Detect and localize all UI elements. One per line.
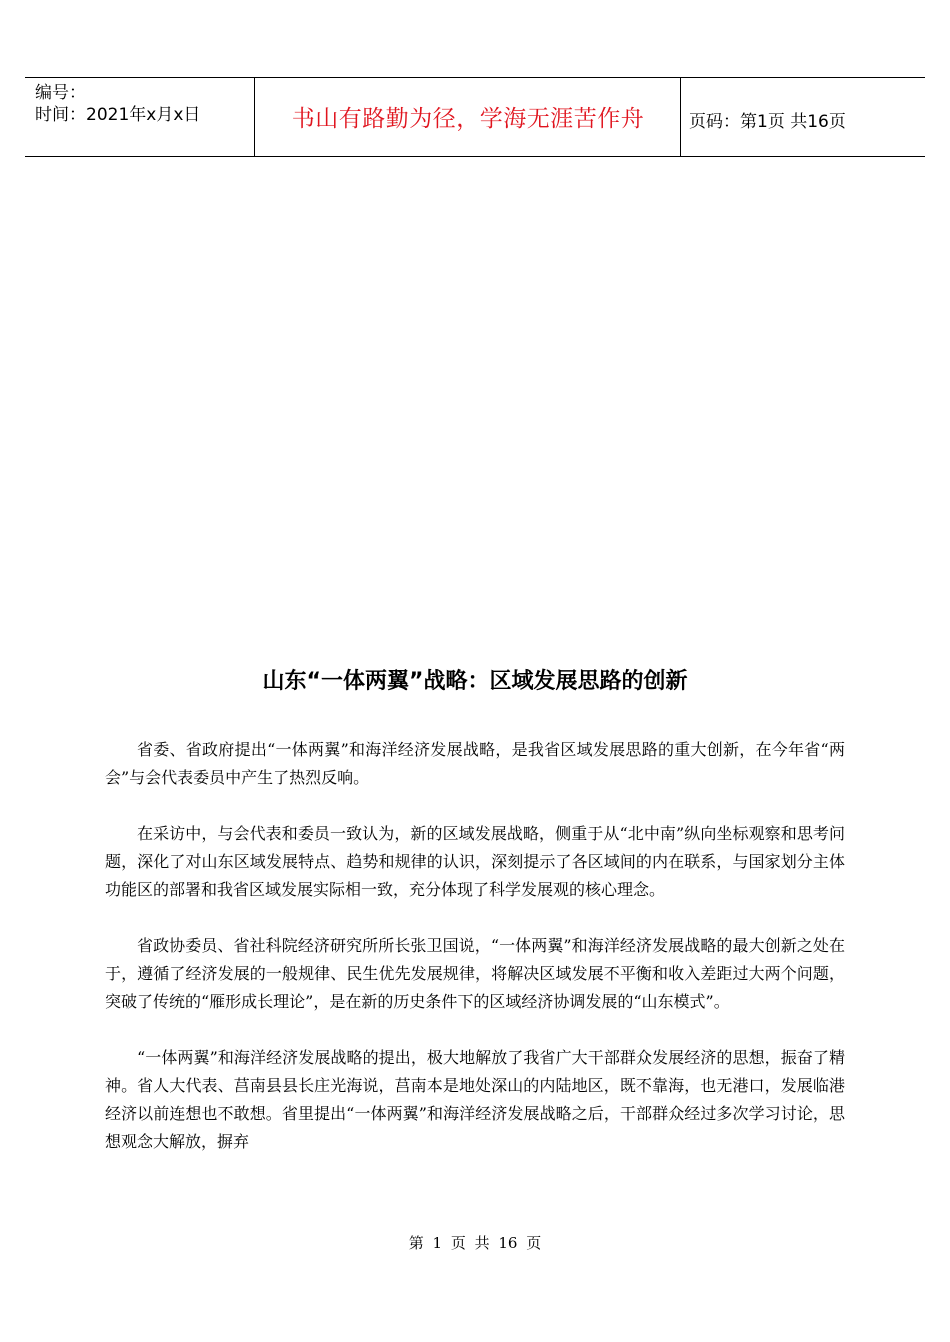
paragraph: 在采访中，与会代表和委员一致认为，新的区域发展战略，侧重于从“北中南”纵向坐标观察和思考问题，深化了对山东区域发展特点、趋势和规律的认识，深刻提示了各区域间的内在联系，与国家划分主体功能区的部署和我省区域发展实际相一致，充分体现了科学发展观的核心理念。 xyxy=(105,824,845,899)
document-number-label: 编号： xyxy=(35,83,86,103)
header-meta xyxy=(35,82,255,126)
header-page-info: 页码：第1页 共16页 xyxy=(689,112,846,132)
page-footer: 第 1 页 共 16 页 xyxy=(408,1234,542,1252)
paragraph: 省委、省政府提出“一体两翼”和海洋经济发展战略，是我省区域发展思路的重大创新，在今年省“两会”与会代表委员中产生了热烈反响。 xyxy=(105,740,845,787)
paragraph: 省政协委员、省社科院经济研究所所长张卫国说，“一体两翼”和海洋经济发展战略的最大创新之处在于，遵循了经济发展的一般规律、民生优先发展规律，将解决区域发展不平衡和收入差距过大两个问题，突破了传统的“雁形成长理论”，是在新的历史条件下的区域经济协调发展的“山东模式”。 xyxy=(105,936,845,1011)
paragraph: “一体两翼”和海洋经济发展战略的提出，极大地解放了我省广大干部群众发展经济的思想，振奋了精神。省人大代表、莒南县县长庄光海说，莒南本是地处深山的内陆地区，既不靠海，也无港口，发展临港经济以前连想也不敢想。省里提出“一体两翼”和海洋经济发展战略之后，干部群众经过多次学习讨论，思想观念大解放，摒弃 xyxy=(105,1048,845,1151)
header-motto: 书山有路勤为径，学海无涯苦作舟 xyxy=(291,106,645,132)
document-body xyxy=(105,736,845,1184)
document-time: 时间：2021年x月x日 xyxy=(35,105,201,125)
document-title: 山东“一体两翼”战略：区域发展思路的创新 xyxy=(262,669,688,694)
header-divider xyxy=(680,78,681,156)
page-header xyxy=(25,77,925,157)
header-divider xyxy=(254,78,255,156)
